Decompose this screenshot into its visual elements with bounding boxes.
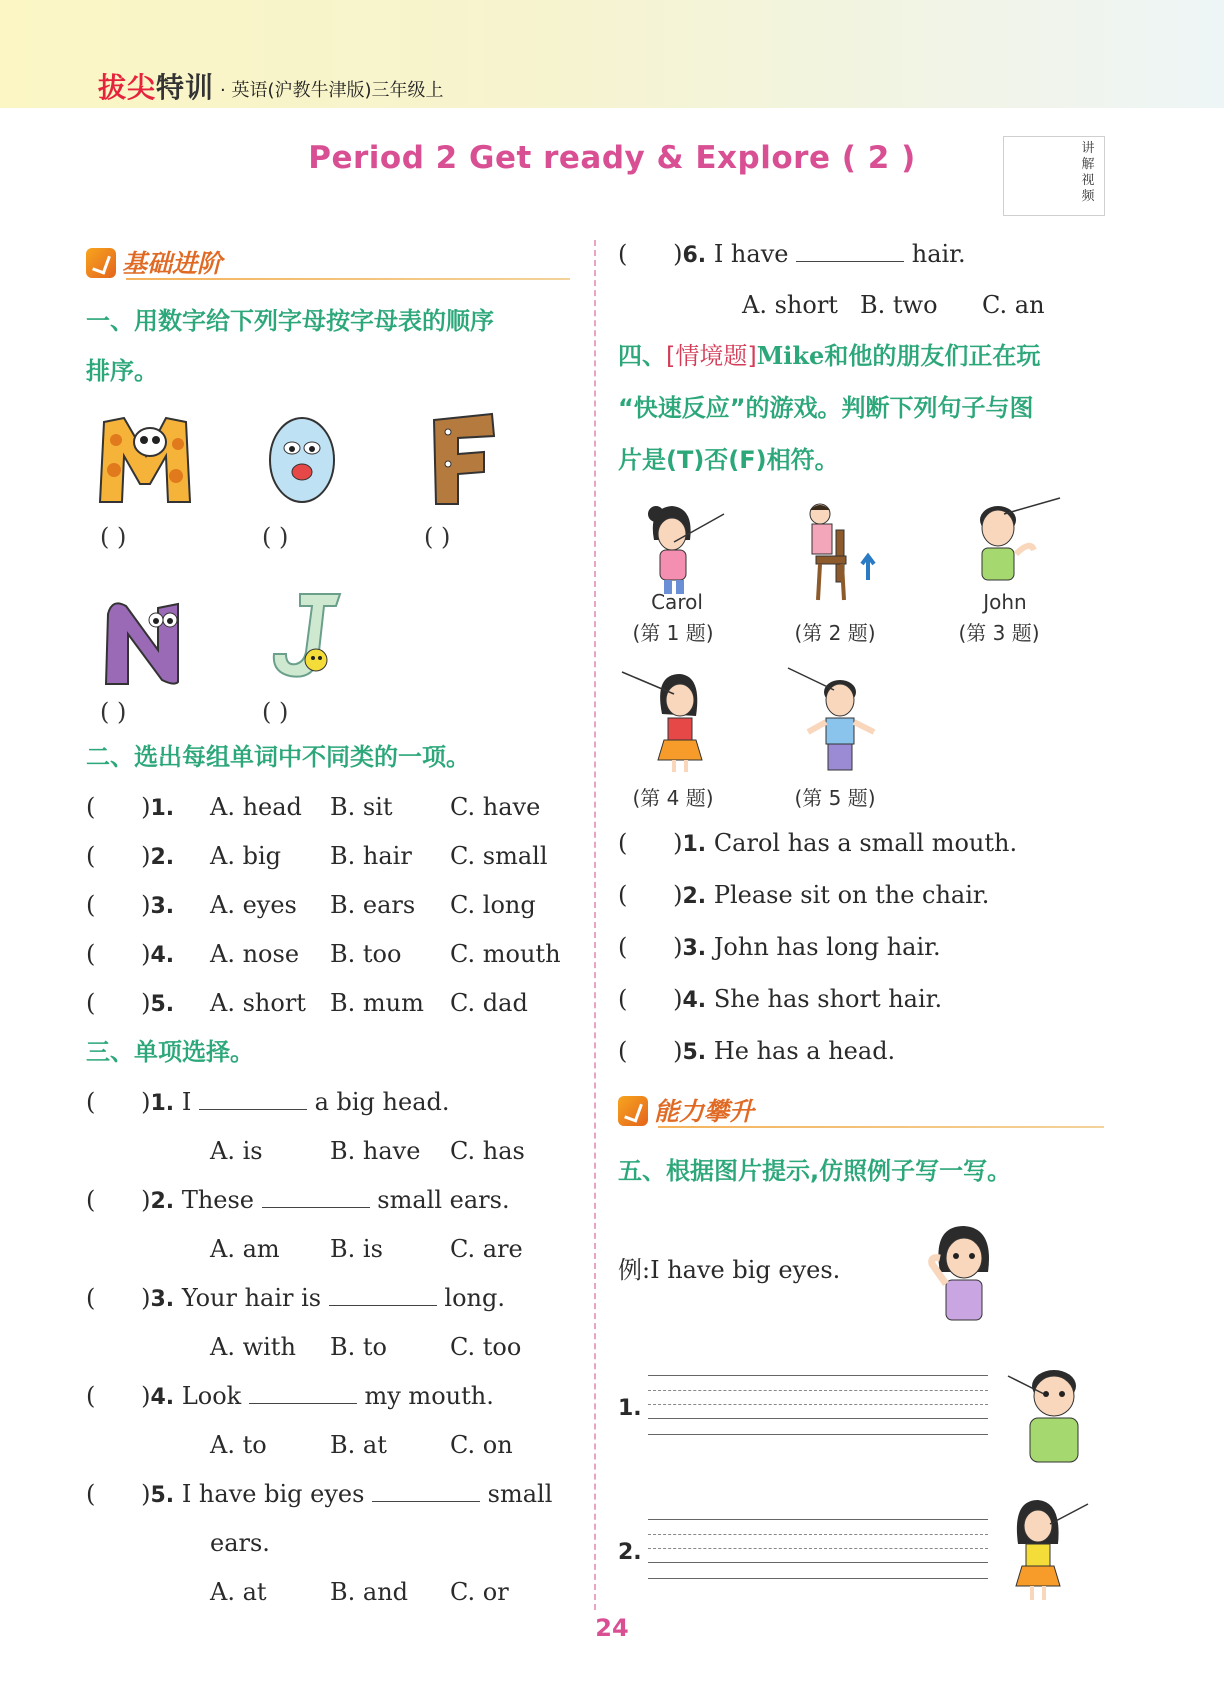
q2-1-option-c[interactable]: C. have [450, 793, 541, 821]
q3-3-option-c[interactable]: C. too [450, 1333, 522, 1361]
brand-red: 拔尖 [98, 71, 157, 104]
q2-item-5: ( )5. [86, 989, 175, 1017]
q4-title-line1: 四、[情境题]Mike和他的朋友们正在玩 [618, 341, 1041, 370]
girl-short-hair-picture [618, 664, 718, 776]
q1-answer-j[interactable]: ( ) [262, 698, 289, 726]
q2-2-option-a[interactable]: A. big [210, 842, 281, 870]
q3-1-option-c[interactable]: C. has [450, 1137, 525, 1165]
letter-o-icon [266, 414, 338, 506]
q5-title: 五、根据图片提示,仿照例子写一写。 [618, 1157, 1012, 1185]
q2-item-2: ( )2. [86, 842, 175, 870]
john-hair-picture [964, 496, 1064, 592]
q3-1-option-b[interactable]: B. have [330, 1137, 421, 1165]
q3-item-4: ( )4. Look my mouth. [86, 1382, 494, 1410]
letter-m-icon [94, 410, 196, 506]
q3-item-6: ( )6. I have hair. [618, 240, 966, 268]
q2-3-option-b[interactable]: B. ears [330, 891, 416, 919]
q1-answer-f[interactable]: ( ) [424, 523, 451, 551]
girl-hair-picture [1000, 1494, 1090, 1604]
q3-item-1: ( )1. I a big head. [86, 1088, 450, 1116]
q2-4-option-b[interactable]: B. too [330, 940, 402, 968]
write-line-2-dot1 [648, 1534, 988, 1535]
q3-5-option-a[interactable]: A. at [210, 1578, 267, 1606]
q2-5-option-b[interactable]: B. mum [330, 989, 424, 1017]
q2-title: 二、选出每组单词中不同类的一项。 [86, 743, 470, 771]
page-title: Period 2 Get ready & Explore ( 2 ) [308, 140, 916, 176]
q2-item-1: ( )1. [86, 793, 175, 821]
q1-answer-n[interactable]: ( ) [100, 698, 127, 726]
write-line-1-dot1 [648, 1390, 988, 1391]
caption-q4: (第 4 题) [632, 786, 714, 810]
column-divider [594, 240, 596, 1610]
q3-1-blank[interactable] [199, 1087, 307, 1110]
q2-1-option-a[interactable]: A. head [210, 793, 302, 821]
context-tag: [情境题] [666, 342, 757, 370]
q4-item-5: ( )5. He has a head. [618, 1037, 896, 1065]
letter-j-icon [266, 588, 346, 684]
q3-1-option-a[interactable]: A. is [210, 1137, 263, 1165]
letter-n-icon [100, 594, 184, 686]
example-girl-picture [918, 1220, 1006, 1324]
q2-2-option-b[interactable]: B. hair [330, 842, 412, 870]
brand-logo [98, 66, 214, 106]
write-line-2-top[interactable] [648, 1519, 988, 1520]
q4-item-1: ( )1. Carol has a small mouth. [618, 829, 1018, 857]
q3-2-option-b[interactable]: B. is [330, 1235, 383, 1263]
q2-3-option-c[interactable]: C. long [450, 891, 536, 919]
q3-2-option-a[interactable]: A. am [210, 1235, 280, 1263]
video-qr-box[interactable] [1003, 136, 1105, 216]
q2-5-option-a[interactable]: A. short [210, 989, 306, 1017]
q3-item-5: ( )5. I have big eyes small [86, 1480, 553, 1508]
q4-item-4: ( )4. She has short hair. [618, 985, 943, 1013]
q3-4-option-a[interactable]: A. to [210, 1431, 267, 1459]
write-line-2-base [648, 1562, 988, 1563]
q3-4-option-b[interactable]: B. at [330, 1431, 387, 1459]
subject-label: · 英语(沪教牛津版)三年级上 [220, 80, 444, 101]
q3-3-option-b[interactable]: B. to [330, 1333, 387, 1361]
sit-chair-picture [796, 500, 888, 606]
section-underline [658, 1126, 1104, 1128]
q3-3-option-a[interactable]: A. with [210, 1333, 296, 1361]
q4-title-line3: 片是(T)否(F)相符。 [618, 446, 839, 474]
q2-4-option-c[interactable]: C. mouth [450, 940, 561, 968]
q1-title-line2: 排序。 [86, 357, 158, 385]
q3-title: 三、单项选择。 [86, 1038, 254, 1066]
q3-5-blank[interactable] [372, 1479, 480, 1502]
boy-eyes-picture [1004, 1364, 1100, 1466]
q2-3-option-a[interactable]: A. eyes [210, 891, 297, 919]
q1-answer-m[interactable]: ( ) [100, 523, 127, 551]
q3-5-continuation: ears. [210, 1529, 270, 1557]
q4-item-2: ( )2. Please sit on the chair. [618, 881, 990, 909]
write-line-1-bottom [648, 1434, 988, 1435]
carol-mouth-picture [636, 500, 728, 596]
q2-item-4: ( )4. [86, 940, 175, 968]
q3-6-option-a[interactable]: A. short [742, 291, 838, 319]
q3-item-2: ( )2. These small ears. [86, 1186, 510, 1214]
q3-5-option-b[interactable]: B. and [330, 1578, 409, 1606]
q5-number-1: 1. [618, 1396, 642, 1421]
write-line-1-top[interactable] [648, 1375, 988, 1376]
caption-q2: (第 2 题) [794, 621, 876, 645]
q2-5-option-c[interactable]: C. dad [450, 989, 528, 1017]
q3-4-blank[interactable] [249, 1381, 357, 1404]
q3-6-option-c[interactable]: C. an [982, 291, 1045, 319]
write-line-2-bottom [648, 1578, 988, 1579]
q2-1-option-b[interactable]: B. sit [330, 793, 393, 821]
q1-answer-o[interactable]: ( ) [262, 523, 289, 551]
q5-example: 例:I have big eyes. [618, 1256, 841, 1284]
caption-q3: (第 3 题) [958, 621, 1040, 645]
q2-2-option-c[interactable]: C. small [450, 842, 548, 870]
q3-item-3: ( )3. Your hair is long. [86, 1284, 505, 1312]
write-line-1-dot2 [648, 1404, 988, 1405]
q3-2-option-c[interactable]: C. are [450, 1235, 523, 1263]
q1-title-line1: 一、用数字给下列字母按字母表的顺序 [86, 307, 494, 335]
letter-f-icon [428, 410, 500, 508]
section-badge-icon [86, 248, 116, 278]
caption-q1: (第 1 题) [632, 621, 714, 645]
section-badge-icon [618, 1096, 648, 1126]
q5-number-2: 2. [618, 1540, 642, 1565]
q2-4-option-a[interactable]: A. nose [210, 940, 300, 968]
q3-4-option-c[interactable]: C. on [450, 1431, 513, 1459]
q4-item-3: ( )3. John has long hair. [618, 933, 941, 961]
brand-black: 特训 [156, 71, 215, 104]
video-label: 讲解视频 [1081, 141, 1095, 204]
write-line-1-base [648, 1418, 988, 1419]
q3-6-option-b[interactable]: B. two [860, 291, 938, 319]
boy-head-picture [784, 664, 884, 776]
q3-3-blank[interactable] [329, 1283, 437, 1306]
write-line-2-dot2 [648, 1548, 988, 1549]
q2-item-3: ( )3. [86, 891, 175, 919]
section-underline [126, 278, 570, 280]
q3-2-blank[interactable] [262, 1185, 370, 1208]
q3-5-option-c[interactable]: C. or [450, 1578, 509, 1606]
q4-title-line2: “快速反应”的游戏。判断下列句子与图 [618, 394, 1034, 422]
name-carol: Carol [651, 590, 703, 614]
section-heading-advanced: 能力攀升 [618, 1092, 1104, 1128]
section-heading-basic: 基础进阶 [86, 244, 570, 280]
name-john: John [983, 590, 1027, 614]
caption-q5: (第 5 题) [794, 786, 876, 810]
q3-6-blank[interactable] [796, 239, 904, 262]
page-number: 24 [595, 1614, 629, 1642]
